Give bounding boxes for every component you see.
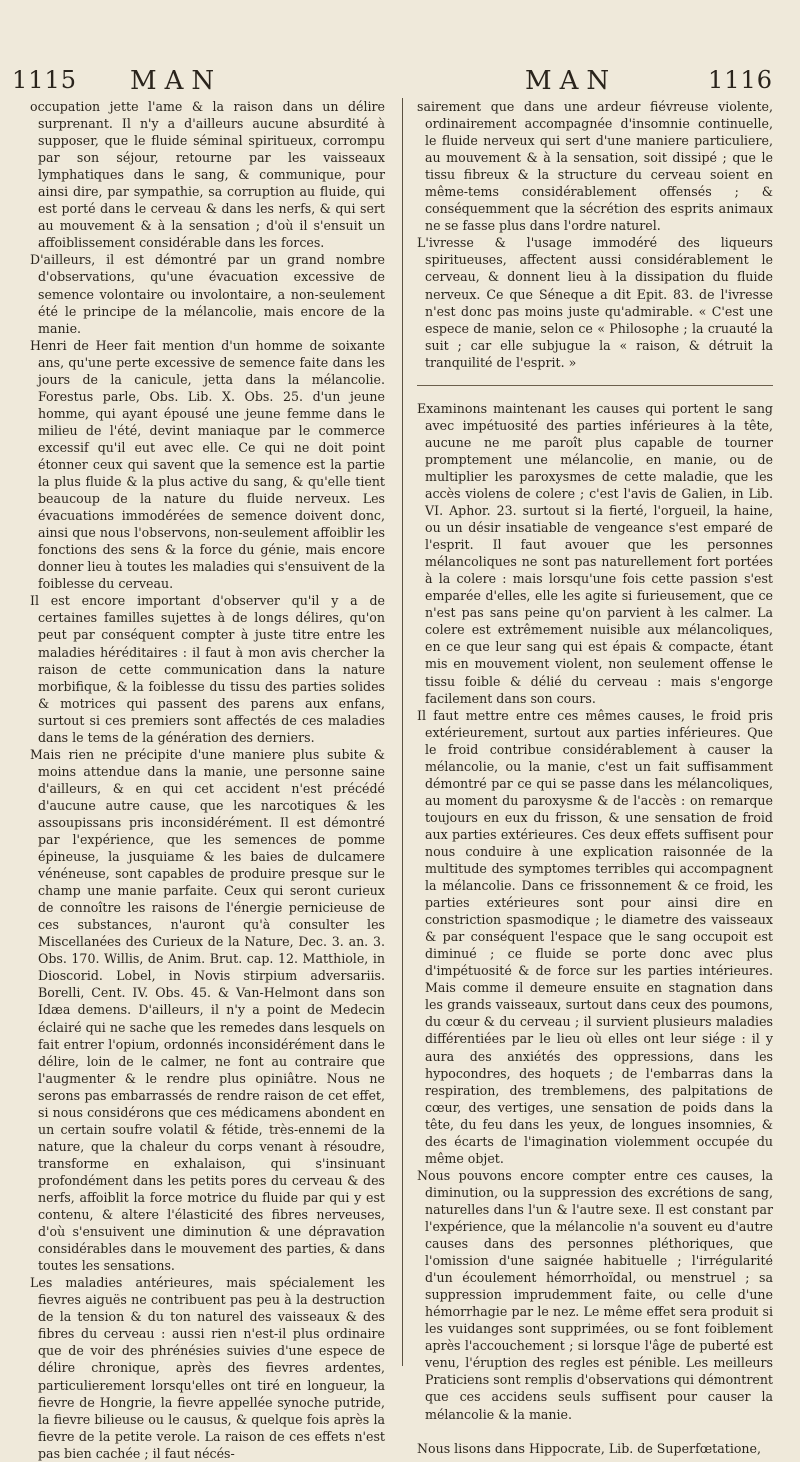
paragraph: Mais rien ne précipite d'une maniere plus subite & moins attendue dans la manie, une personne saine d'ailleurs, & en qui cet accident n'est précédé d'aucune autre cause, que les narcotiques & les assoupissans pris inconsidérément. Il est démontré par l'expérience, que les semences de pomme épineuse, la jusquiame & les baies de dulcamere vénéneuse, sont capables de produire presque sur le champ une manie parfaite. Ceux qui seront curieux de connoître les raisons de l'énergie pernicieuse de ces substances, n'auront qu'à consulter les Miscellanées des Curieux de la Nature, Dec. 3. an. 3. Obs. 170. Willis, de Anim. Brut. cap. 12. Matthiole, in Dioscorid. Lobel, in Novis stirpium adversariis. Borelli, Cent. IV. Obs. 45. & Van-Helmont dans son Idæa demens. D'ailleurs, il n'y a point de Medecin éclairé qui ne sache que les remedes dans lesquels on fait entrer l'opium, ordonnés inconsidérément dans le délire, loin de le calmer, ne font au contraire que l'augmenter & le rendre plus opiniâtre. Nous ne serons pas embarrassés de rendre raison de cet effet, si nous considérons que ces médicamens abondent en un certain soufre volatil & fétide, très-ennemi de la nature, que la chaleur du corps venant à résoudre, transforme en exhalaison, qui s'insinuant profondément dans les petits pores du cerveau & des nerfs, affoiblit la force motrice du fluide par qui y est contenu, & altere l'élasticité des fibres nerveuses, d'où s'ensuivent une diminution & une dépravation considérables dans le mouvement des parties, & dans toutes les sensations. [30, 746, 385, 1274]
page-number-right: 1116 [708, 66, 774, 94]
paragraph: sairement que dans une ardeur fiévreuse violente, ordinairement accompagnée d'insomnie continuelle, le fluide nerveux qui sert d'une maniere particuliere, au mouvement & à la sensation, soit dissipé ; que le tissu fibreux & la structure du cerveau soient en même-tems considérablement offensés ; & conséquemment que la sécrétion des esprits animaux ne se fasse plus dans l'ordre naturel. [417, 99, 773, 234]
running-title-right: MAN [525, 66, 618, 96]
right-column [417, 98, 773, 1457]
left-column [30, 98, 385, 1462]
paragraph: occupation jette l'ame & la raison dans un délire surprenant. Il n'y a d'ailleurs aucune absurdité à supposer, que le fluide séminal spiritueux, corrompu par son séjour, retourne par les vaisseaux lymphatiques dans le sang, & communique, pour ainsi dire, par sympathie, sa corruption au fluide, qui est porté dans le cerveau & dans les nerfs, & qui sert au mouvement & à la sensation ; d'où il s'ensuit un affoiblissement considérable dans les forces. [30, 99, 385, 251]
page-number-left: 1115 [12, 66, 78, 94]
paragraph: Examinons maintenant les causes qui portent le sang avec impétuosité des parties inférieures à la tête, aucune ne me paroît plus capable de tourner promptement une mélancolie, en manie, ou de multiplier les paroxysmes de cette maladie, que les accès violens de colere ; c'est l'avis de Galien, in Lib. VI. Aphor. 23. surtout si la fierté, l'orgueil, la haine, ou un désir insatiable de vengeance s'est emparé de l'esprit. Il faut avouer que les personnes mélancoliques ne sont pas naturellement fort portées à la colere : mais lorsqu'une fois cette passion s'est emparée d'elles, elle les agite si furieusement, que ce n'est pas sans peine qu'on parvient à les calmer. La colere est extrêmement nuisible aux mélancoliques, en ce que leur sang qui est épais & compacte, étant mis en mouvement violent, non seulement offense le tissu foible & délié du cerveau : mais s'engorge facilement dans son cours. [417, 400, 773, 706]
paragraph: Les maladies antérieures, mais spécialement les fievres aiguës ne contribuent pas peu à la destruction de la tension & du ton naturel des vaisseaux & des fibres du cerveau : aussi rien n'est-il plus ordinaire que de voir des phrénésies suivies d'une espece de délire chronique, après des fievres ardentes, particulierement lorsqu'elles ont tiré en longueur, la fievre de Hongrie, la fievre appellée synoche putride, la fievre bilieuse ou le causus, & quelque fois après la fievre de la petite verole. La raison de ces effets n'est pas bien cachée ; il faut nécés- [30, 1275, 385, 1461]
paragraph: Nous pouvons encore compter entre ces causes, la diminution, ou la suppression des excrétions de sang, naturelles dans l'un & l'autre sexe. Il est constant par l'expérience, que la mélancolie n'a souvent eu d'autre causes dans des personnes pléthoriques, que l'omission d'une saignée habituelle ; l'irrégularité d'un écoulement hémorrhoïdal, ou menstruel ; sa suppression imprudemment faite, ou celle d'une hémorrhagie par le nez. Le même effet sera produit si les vuidanges sont supprimées, ou se font foiblement après l'accouchement ; si lorsque l'âge de puberté est venu, l'éruption des regles est pénible. Les meilleurs Praticiens sont remplis d'observations qui démontrent que ces accidens seuls suffisent pour causer la mélancolie & la manie. [417, 1167, 773, 1422]
paragraph: Henri de Heer fait mention d'un homme de soixante ans, qu'une perte excessive de semence faite dans les jours de la canicule, jetta dans la mélancolie. Forestus parle, Obs. Lib. X. Obs. 25. d'un jeune homme, qui ayant épousé une jeune femme dans le milieu de l'été, devint maniaque par le commerce excessif qu'il eut avec elle. Ce qui ne doit point étonner ceux qui savent que la semence est la partie la plus fluide & la plus active du sang, & qu'elle tient beaucoup de la nature du fluide nerveux. Les évacuations immodérées de semence doivent donc, ainsi que nous l'observons, non-seulement affoiblir les fonctions des sens & la force du génie, mais encore donner lieu à toutes les maladies qui s'ensuivent de la foiblesse du cerveau. [30, 337, 385, 592]
closing-line: Nous lisons dans Hippocrate, Lib. de Superfœtatione, [417, 1440, 761, 1456]
running-title-left: MAN [130, 66, 223, 96]
paragraph: D'ailleurs, il est démontré par un grand nombre d'observations, qu'une évacuation excessive de semence volontaire ou involontaire, a non-seulement été le principe de la mélancolie, mais encore de la manie. [30, 252, 385, 336]
column-divider [402, 98, 403, 1366]
paragraph: Il est encore important d'observer qu'il y a de certaines familles sujettes à de longs délires, qu'on peut par conséquent compter à juste titre entre les maladies héréditaires : il faut à mon avis chercher la raison de cette communication dans la nature morbifique, & la foiblesse du tissu des parties solides & motrices qui passent des parens aux enfans, surtout si ces premiers sont affectés de ces maladies dans le tems de la génération des derniers. [30, 593, 385, 745]
paragraph: L'ivresse & l'usage immodéré des liqueurs spiritueuses, affectent aussi considérablement le cerveau, & donnent lieu à la dissipation du fluide nerveux. Ce que Séneque a dit Epit. 83. de l'ivresse n'est donc pas moins juste qu'admirable. « C'est une espece de manie, selon ce « Philosophe ; la cruauté la suit ; car elle subjugue la « raison, & détruit la tranquilité de l'esprit. » [417, 235, 773, 370]
section-separator [417, 385, 773, 386]
paragraph: Il faut mettre entre ces mêmes causes, le froid pris extérieurement, surtout aux parties inférieures. Que le froid contribue considérablement à causer la mélancolie, ou la manie, c'est un fait suffisamment démontré par ce qui se passe dans les mélancoliques, au moment du paroxysme & de l'accès : on remarque toujours en eux du frisson, & une sensation de froid aux parties extérieures. Ces deux effets suffisent pour nous conduire à une explication raisonnée de la multitude des symptomes terribles qui accompagnent la mélancolie. Dans ce frissonnement & ce froid, les parties extérieures sont pour ainsi dire en constriction spasmodique ; le diametre des vaisseaux & par conséquent l'espace que le sang occupoit est diminué ; ce fluide se porte donc avec plus d'impétuosité & de force sur les parties intérieures. Mais comme il demeure ensuite en stagnation dans les grands vaisseaux, surtout dans ceux des poumons, du cœur & du cerveau ; il survient plusieurs maladies différentiées par le lieu où elles ont leur siége : il y aura des anxiétés des oppressions, dans les hypocondres, des hoquets ; de l'embarras dans la respiration, des tremblemens, des palpitations de cœur, des vertiges, une sensation de poids dans la tête, du feu dans les yeux, de longues insomnies, & des écarts de l'imagination violemment occupée du même objet. [417, 707, 773, 1166]
